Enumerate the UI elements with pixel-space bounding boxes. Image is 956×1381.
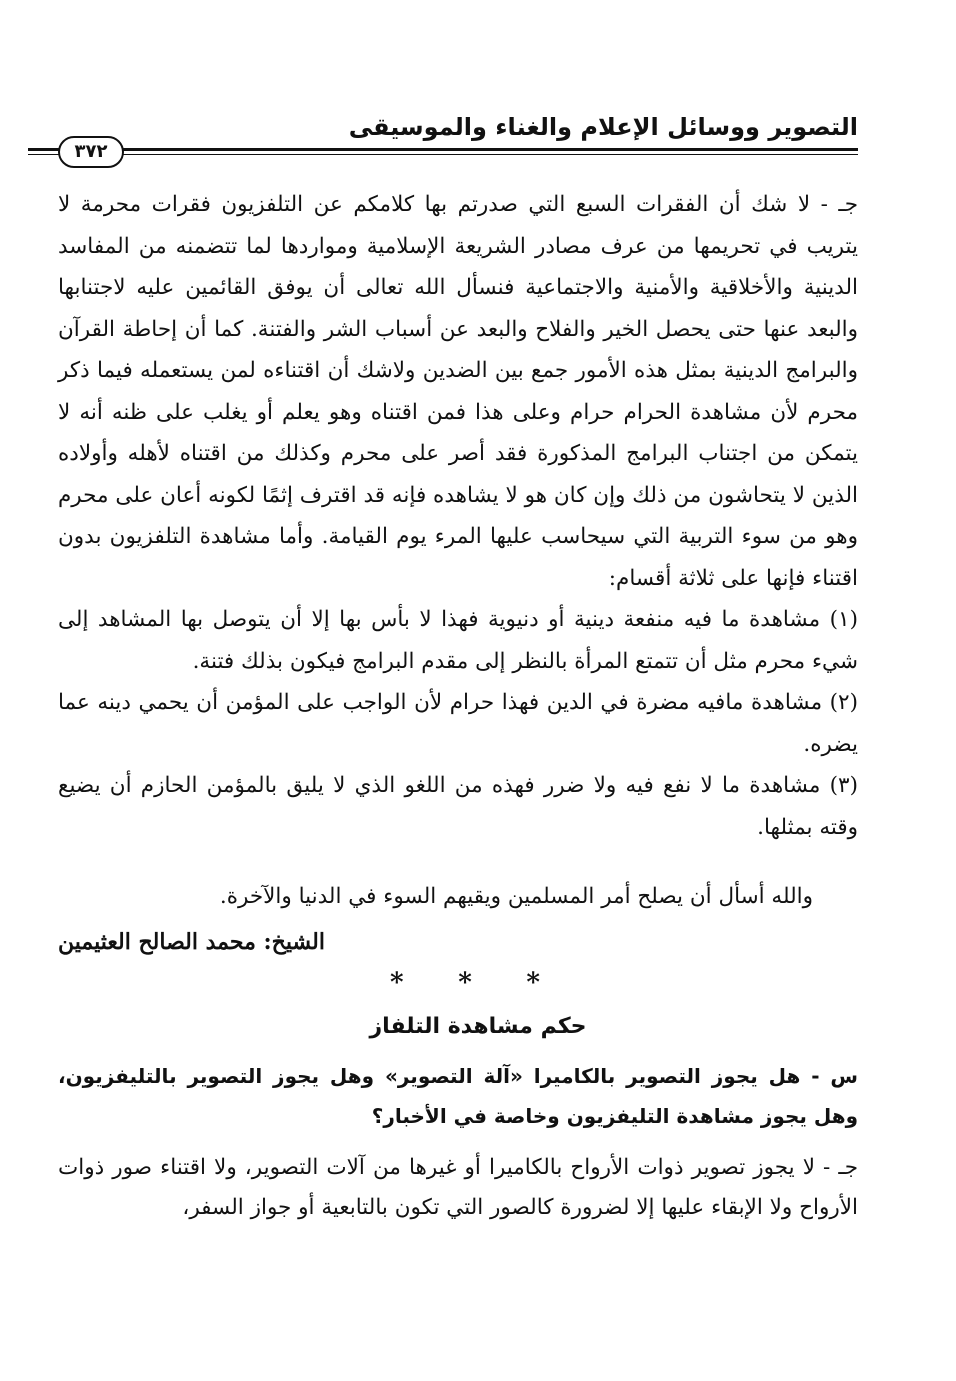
list-item: (٢) مشاهدة مافيه مضرة في الدين فهذا حرام لأن الواجب على المؤمن أن يحمي دينه عما يضره. (58, 690, 858, 757)
page-header (52, 112, 858, 166)
page-number-rule (28, 148, 54, 151)
star-glyph: * (526, 968, 540, 998)
header-rule (52, 148, 858, 151)
answer-text: جـ - لا يجوز تصوير ذوات الأرواح بالكاميرا أو غيرها من آلات التصوير، ولا اقتناء صور ذوات الأرواح ولا الإبقاء عليها إلا لضرورة كالصور التي تكون بالتابعية أو جواز السفر، (58, 1155, 858, 1220)
section-heading: حكم مشاهدة التلفاز (369, 1014, 587, 1039)
signature: الشيخ: محمد الصالح العثيمين (58, 929, 325, 955)
list-item: (١) مشاهدة ما فيه منفعة دينية أو دنيوية فهذا لا بأس بها إلا أن يتوصل بها المشاهد إلى شيء محرم مثل أن تتمتع المرأة بالنظر إلى مقدم البرامج فيكون بذلك فتنة. (58, 607, 858, 674)
page-number: ٣٧٢ (58, 136, 124, 168)
page-number-rule-thin (28, 154, 54, 155)
running-title: التصوير ووسائل الإعلام والغناء والموسيقى (348, 113, 858, 141)
header-rule-thin (52, 154, 858, 155)
star-glyph: * (458, 968, 472, 998)
separator-stars (390, 968, 540, 998)
star-glyph: * (390, 968, 404, 998)
closing-prayer: والله أسأل أن يصلح أمر المسلمين ويقيهم السوء في الدنيا والآخرة. (219, 884, 813, 909)
main-text (58, 184, 858, 848)
answer-paragraph: جـ - لا شك أن الفقرات السبع التي صدرتم بها كلامكم عن التلفزيون فقرات محرمة لا يتريب في تحريمها من عرف مصادر الشريعة الإسلامية ومواردها لما تتضمنه من المفاسد الدينية والأخلاقية والأمنية والاجتماعية فنسأل الله تعالى أن يوفق القائمين عليه لاجتنابها والبعد عنها حتى يحصل الخير والفلاح والبعد عن أسباب الشر والفتنة. كما أن إحاطة القرآن والبرامج الدينية بمثل هذه الأمور جمع بين الضدين ولاشك أن اقتناءه لمن يستعمله فيما ذكر محرم لأن مشاهدة الحرام حرام وعلى هذا فمن اقتناه وهو يعلم أو يغلب على ظنه أنه لا يتمكن من اجتناب البرامج المذكورة فقد أصر على محرم وكذلك من اقتناه لأهله وأولاده الذين لا يتحاشون من ذلك وإن كان هو لا يشاهده فإنه قد اقترف إثمًا لكونه أعان على محرم وهو من سوء التربية التي سيحاسب عليها المرء يوم القيامة. وأما مشاهدة التلفزيون بدون اقتناء فإنها على ثلاثة أقسام: (58, 192, 858, 591)
list-item: (٣) مشاهدة ما لا نفع فيه ولا ضرر فهذه من اللغو الذي لا يليق بالمؤمن الحازم أن يضيع وقته بمثلها. (58, 773, 858, 840)
question-text: س - هل يجوز التصوير بالكاميرا «آلة التصوير» وهل يجوز التصوير بالتليفزيون، وهل يجوز مشاهدة التليفزيون وخاصة في الأخبار؟ (58, 1064, 858, 1128)
